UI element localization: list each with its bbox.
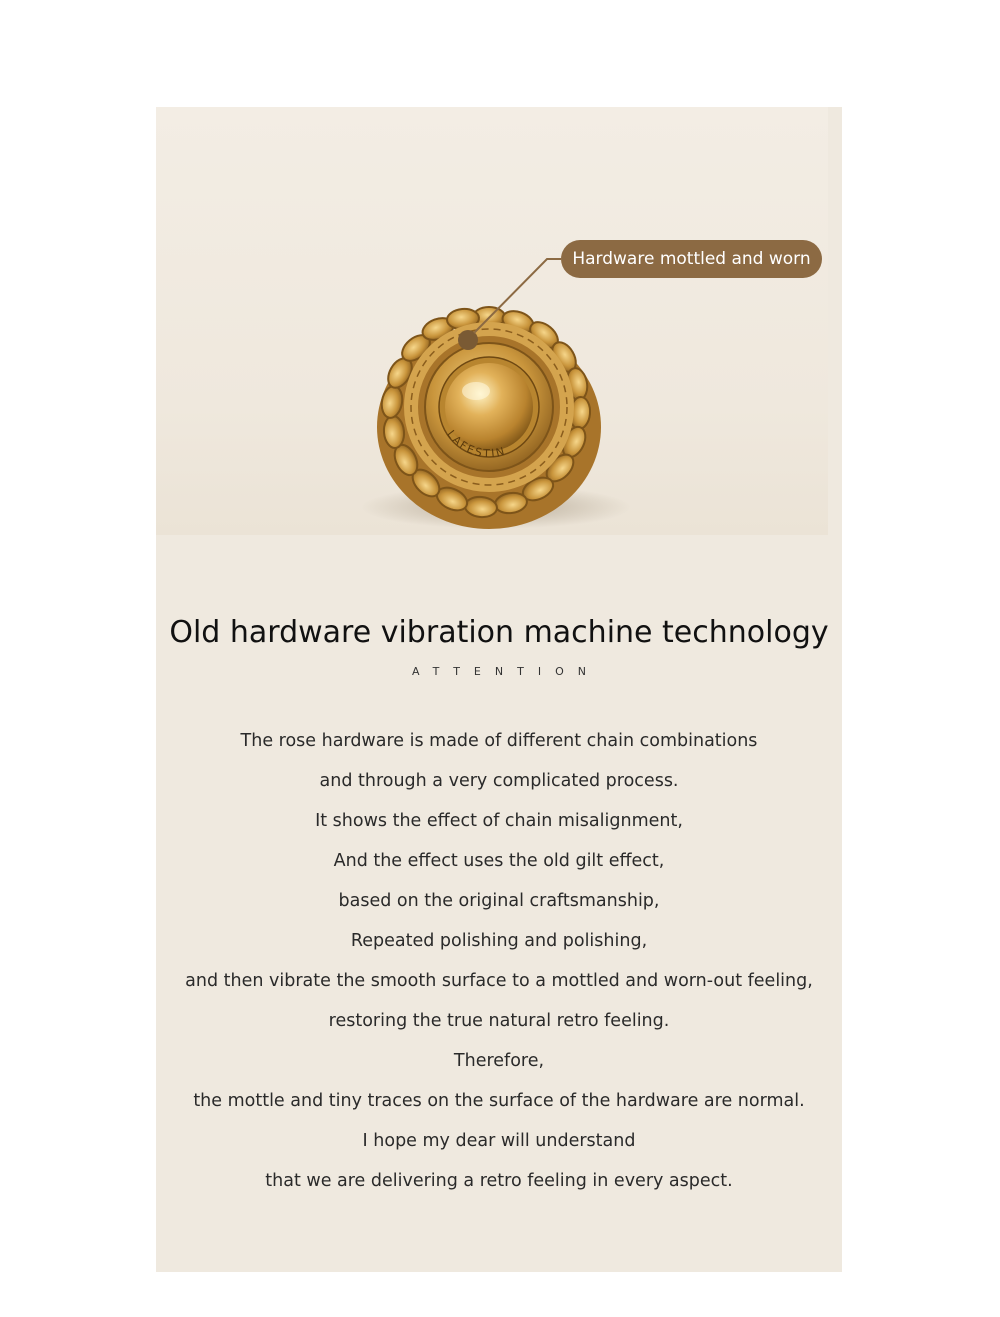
description-line: that we are delivering a retro feeling in every aspect. — [265, 1171, 733, 1191]
description-line: the mottle and tiny traces on the surface of the hardware are normal. — [193, 1091, 805, 1111]
description-line: based on the original craftsmanship, — [338, 891, 660, 911]
description-line: It shows the effect of chain misalignment, — [315, 811, 683, 831]
description-line: Therefore, — [453, 1051, 545, 1071]
gold-chain-button-icon — [156, 107, 828, 535]
page-subtitle: ATTENTION — [412, 665, 600, 678]
description-line: Repeated polishing and polishing, — [350, 931, 648, 951]
description-line: I hope my dear will understand — [362, 1131, 636, 1151]
description-line: The rose hardware is made of different chain combinations — [240, 731, 758, 751]
product-photo — [156, 107, 828, 535]
svg-text:LAFESTIN: LAFESTIN — [444, 427, 508, 461]
description-line: and through a very complicated process. — [319, 771, 679, 791]
callout-label: Hardware mottled and worn — [561, 240, 822, 278]
description-line: and then vibrate the smooth surface to a mottled and worn-out feeling, — [185, 971, 813, 991]
content-card — [156, 107, 842, 1272]
page-title: Old hardware vibration machine technology — [169, 615, 829, 650]
description-line: And the effect uses the old gilt effect, — [333, 851, 665, 871]
description-line: restoring the true natural retro feeling. — [328, 1011, 670, 1031]
description-block — [156, 721, 842, 1201]
